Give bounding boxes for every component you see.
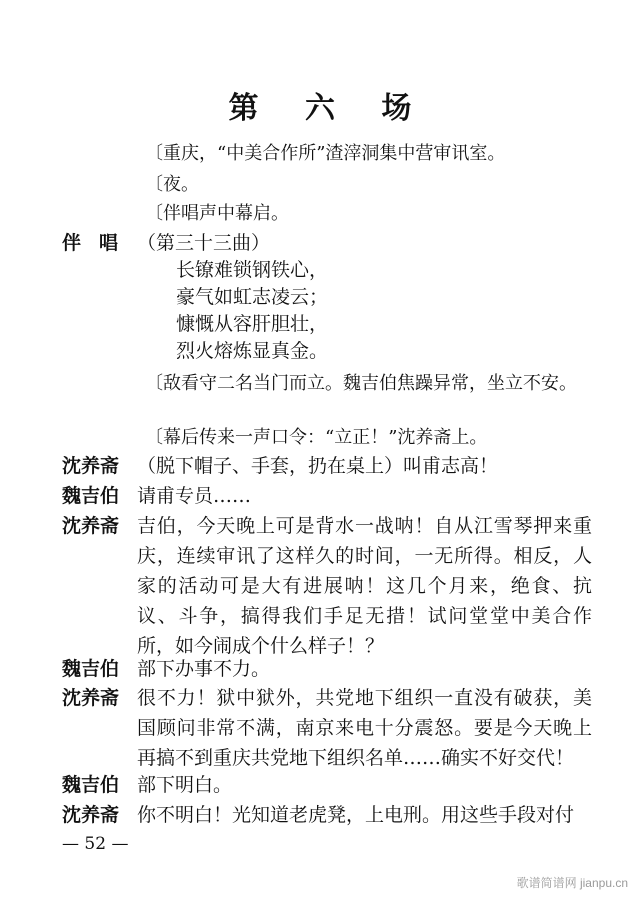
dialogue-line: 很不力！狱中狱外，共党地下组织一直没有破获，美国顾问非常不满，南京来电十分震怒。要是今天晚上再搞不到重庆共党地下组织名单……确实不好交代！ <box>137 687 592 769</box>
dialogue-line: 部下明白。 <box>137 774 233 796</box>
dialogue-line: 你不明白！光知道老虎凳，上电刑。用这些手段对付 <box>137 804 575 826</box>
page-number: — 52 — <box>62 834 129 854</box>
lyric-line: 豪气如虹志凌云； <box>176 286 329 308</box>
lyric-line: 长镣难锁钢铁心， <box>176 259 329 281</box>
dialogue-speaker: 沈养斋 <box>62 455 120 477</box>
stage-direction-guards: 〔敌看守二名当门而立。魏吉伯焦躁异常，坐立不安。 <box>145 373 577 394</box>
dialogue-speaker: 魏吉伯 <box>62 774 120 796</box>
dialogue-line: 吉伯，今天晚上可是背水一战呐！自从江雪琴押来重庆，连续审讯了这样久的时间，一无所得。相反，人家的活动可是大有进展呐！这几个月来，绝食、抗议、斗争，搞得我们手足无措！试问堂堂中美合作所，如今闹成个什么样子！？ <box>137 515 592 657</box>
stage-direction-setting: 〔重庆，“中美合作所”渣滓洞集中营审讯室。 <box>145 143 506 164</box>
song-label: （第三十三曲） <box>137 232 271 254</box>
site-watermark: 歌谱简谱网 jianpu.cn <box>516 876 628 890</box>
dialogue-speaker: 沈养斋 <box>62 515 120 537</box>
speaker-chorus: 伴唱 <box>62 232 137 254</box>
lyric-line: 慷慨从容肝胆壮， <box>176 313 329 335</box>
scene-title: 第 六 场 <box>228 91 430 126</box>
dialogue-speaker: 魏吉伯 <box>62 485 120 507</box>
dialogue-speaker: 魏吉伯 <box>62 658 120 680</box>
dialogue-line: 部下办事不力。 <box>137 658 271 680</box>
dialogue-line: 请甫专员…… <box>137 485 252 507</box>
stage-direction-curtain: 〔伴唱声中幕启。 <box>145 203 289 224</box>
stage-direction-night: 〔夜。 <box>145 174 199 195</box>
dialogue-speaker: 沈养斋 <box>62 687 120 709</box>
dialogue-speaker: 沈养斋 <box>62 804 120 826</box>
stage-direction-command: 〔幕后传来一声口令：“立正！”沈养斋上。 <box>145 427 488 448</box>
lyric-line: 烈火熔炼显真金。 <box>176 340 329 362</box>
dialogue-line: （脱下帽子、手套，扔在桌上）叫甫志高！ <box>137 455 499 477</box>
